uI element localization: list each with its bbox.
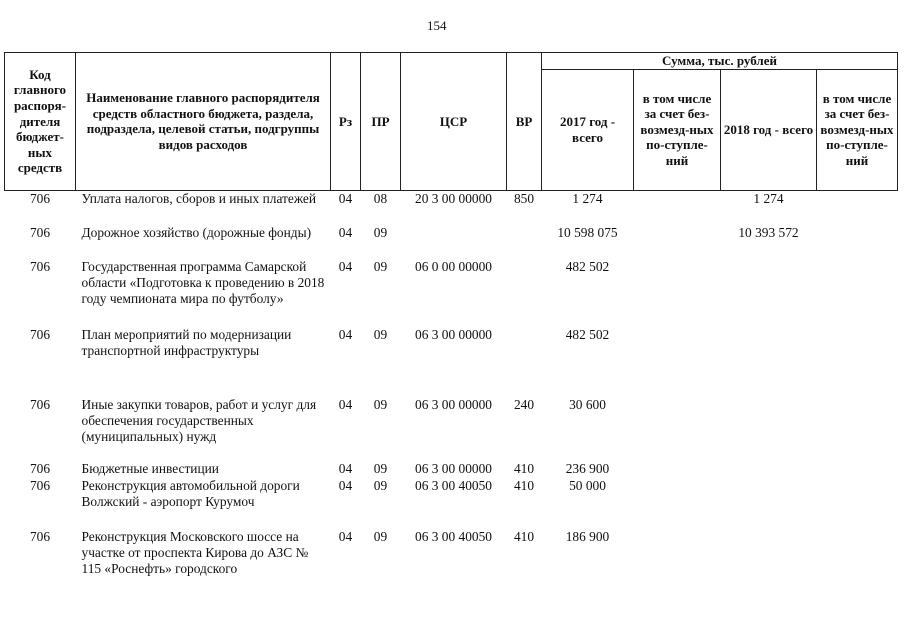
cell-vr: 240 xyxy=(513,396,535,412)
cell-code: 706 xyxy=(29,326,51,342)
cell-name: План мероприятий по модернизации транспортной инфраструктуры xyxy=(81,326,292,358)
header-2018-free: в том числе за счет без-возмезд-ных по-ступле-ний xyxy=(817,69,898,190)
cell-code: 706 xyxy=(29,224,51,240)
cell-csr: 06 3 00 00000 xyxy=(415,396,492,412)
cell-vr xyxy=(507,327,542,397)
cell-name: Реконструкция автомобильной дороги Волжский - аэропорт Курумоч xyxy=(81,477,300,509)
header-pr: ПР xyxy=(361,53,401,191)
cell-2018-total xyxy=(721,259,817,327)
cell-name: Иные закупки товаров, работ и услуг для обеспечения государственных (муниципальных) нужд xyxy=(81,396,317,444)
cell-pr: 09 xyxy=(373,477,388,493)
cell-2017-total: 1 274 xyxy=(572,190,603,206)
budget-table xyxy=(4,52,898,581)
cell-csr: 06 0 00 00000 xyxy=(415,258,492,274)
cell-2018-total xyxy=(721,327,817,397)
header-2017-free: в том числе за счет без-возмезд-ных по-ступле-ний xyxy=(634,69,721,190)
header-code: Код главного распоря-дителя бюджет-ных средств xyxy=(5,53,76,191)
cell-rz: 04 xyxy=(338,528,353,544)
cell-vr: 410 xyxy=(513,460,535,476)
cell-2018-total xyxy=(721,478,817,529)
cell-pr: 09 xyxy=(373,258,388,274)
cell-csr: 06 3 00 00000 xyxy=(415,326,492,342)
cell-pr: 09 xyxy=(373,460,388,476)
cell-pr: 09 xyxy=(373,326,388,342)
cell-2018-total xyxy=(721,397,817,461)
cell-code: 706 xyxy=(29,528,51,544)
cell-2017-total: 482 502 xyxy=(565,326,610,342)
cell-vr: 410 xyxy=(513,528,535,544)
cell-2017-total: 30 600 xyxy=(569,396,606,412)
header-vr: ВР xyxy=(507,53,542,191)
cell-2018-total: 1 274 xyxy=(753,190,784,206)
cell-vr xyxy=(507,225,542,259)
cell-2018-total: 10 393 572 xyxy=(738,224,799,240)
page-number: 154 xyxy=(427,18,447,33)
cell-2018-free xyxy=(817,529,898,581)
cell-2017-free xyxy=(634,225,721,259)
cell-vr xyxy=(507,259,542,327)
table-row xyxy=(5,225,898,259)
cell-name: Уплата налогов, сборов и иных платежей xyxy=(81,190,317,206)
table-row xyxy=(5,327,898,397)
cell-name: Бюджетные инвестиции xyxy=(81,460,219,476)
cell-2018-total xyxy=(721,529,817,581)
cell-code: 706 xyxy=(29,190,51,206)
cell-2017-free xyxy=(634,190,721,225)
cell-2018-free xyxy=(817,397,898,461)
cell-code: 706 xyxy=(29,477,51,493)
cell-2017-free xyxy=(634,478,721,529)
cell-rz: 04 xyxy=(338,396,353,412)
header-sum-group: Сумма, тыс. рублей xyxy=(542,53,898,70)
cell-rz: 04 xyxy=(338,460,353,476)
cell-rz: 04 xyxy=(338,190,353,206)
table-row xyxy=(5,259,898,327)
table-row xyxy=(5,529,898,581)
cell-pr: 09 xyxy=(373,396,388,412)
table-row xyxy=(5,461,898,478)
cell-2017-total: 10 598 075 xyxy=(557,224,618,240)
cell-vr: 410 xyxy=(513,477,535,493)
cell-csr: 06 3 00 40050 xyxy=(415,528,492,544)
table-row xyxy=(5,478,898,529)
cell-2017-free xyxy=(634,327,721,397)
cell-name: Государственная программа Самарской области «Подготовка к проведению в 2018 году чемпионата мира по футболу» xyxy=(81,258,325,306)
table-row xyxy=(5,397,898,461)
header-rz: Рз xyxy=(331,53,361,191)
cell-2018-free xyxy=(817,478,898,529)
table-row xyxy=(5,190,898,225)
cell-pr: 08 xyxy=(373,190,388,206)
header-csr: ЦСР xyxy=(401,53,507,191)
cell-2017-free xyxy=(634,529,721,581)
cell-2017-free xyxy=(634,259,721,327)
cell-csr: 06 3 00 40050 xyxy=(415,477,492,493)
cell-csr xyxy=(401,225,507,259)
cell-2018-free xyxy=(817,259,898,327)
header-row-1 xyxy=(5,53,898,70)
cell-pr: 09 xyxy=(373,224,388,240)
cell-csr: 20 3 00 00000 xyxy=(415,190,492,206)
cell-name: Реконструкция Московского шоссе на участке от проспекта Кирова до АЗС № 115 «Роснефть» городского xyxy=(81,528,309,576)
cell-name: Дорожное хозяйство (дорожные фонды) xyxy=(81,224,312,240)
cell-2018-free xyxy=(817,190,898,225)
cell-2018-total xyxy=(721,461,817,478)
header-2017-total: 2017 год - всего xyxy=(542,69,634,190)
cell-2017-free xyxy=(634,461,721,478)
cell-vr: 850 xyxy=(513,190,535,206)
cell-rz: 04 xyxy=(338,477,353,493)
cell-code: 706 xyxy=(29,460,51,476)
cell-rz: 04 xyxy=(338,326,353,342)
cell-code: 706 xyxy=(29,258,51,274)
cell-2017-total: 236 900 xyxy=(565,460,610,476)
cell-csr: 06 3 00 00000 xyxy=(415,460,492,476)
cell-code: 706 xyxy=(29,396,51,412)
cell-2017-free xyxy=(634,397,721,461)
cell-rz: 04 xyxy=(338,224,353,240)
header-2018-total: 2018 год - всего xyxy=(721,69,817,190)
cell-2017-total: 186 900 xyxy=(565,528,610,544)
cell-2017-total: 482 502 xyxy=(565,258,610,274)
cell-rz: 04 xyxy=(338,258,353,274)
cell-2018-free xyxy=(817,461,898,478)
header-name: Наименование главного распорядителя средств областного бюджета, раздела, подраздела, целевой статьи, подгруппы видов расходов xyxy=(76,53,331,191)
cell-2018-free xyxy=(817,327,898,397)
cell-pr: 09 xyxy=(373,528,388,544)
cell-2018-free xyxy=(817,225,898,259)
cell-2017-total: 50 000 xyxy=(569,477,606,493)
